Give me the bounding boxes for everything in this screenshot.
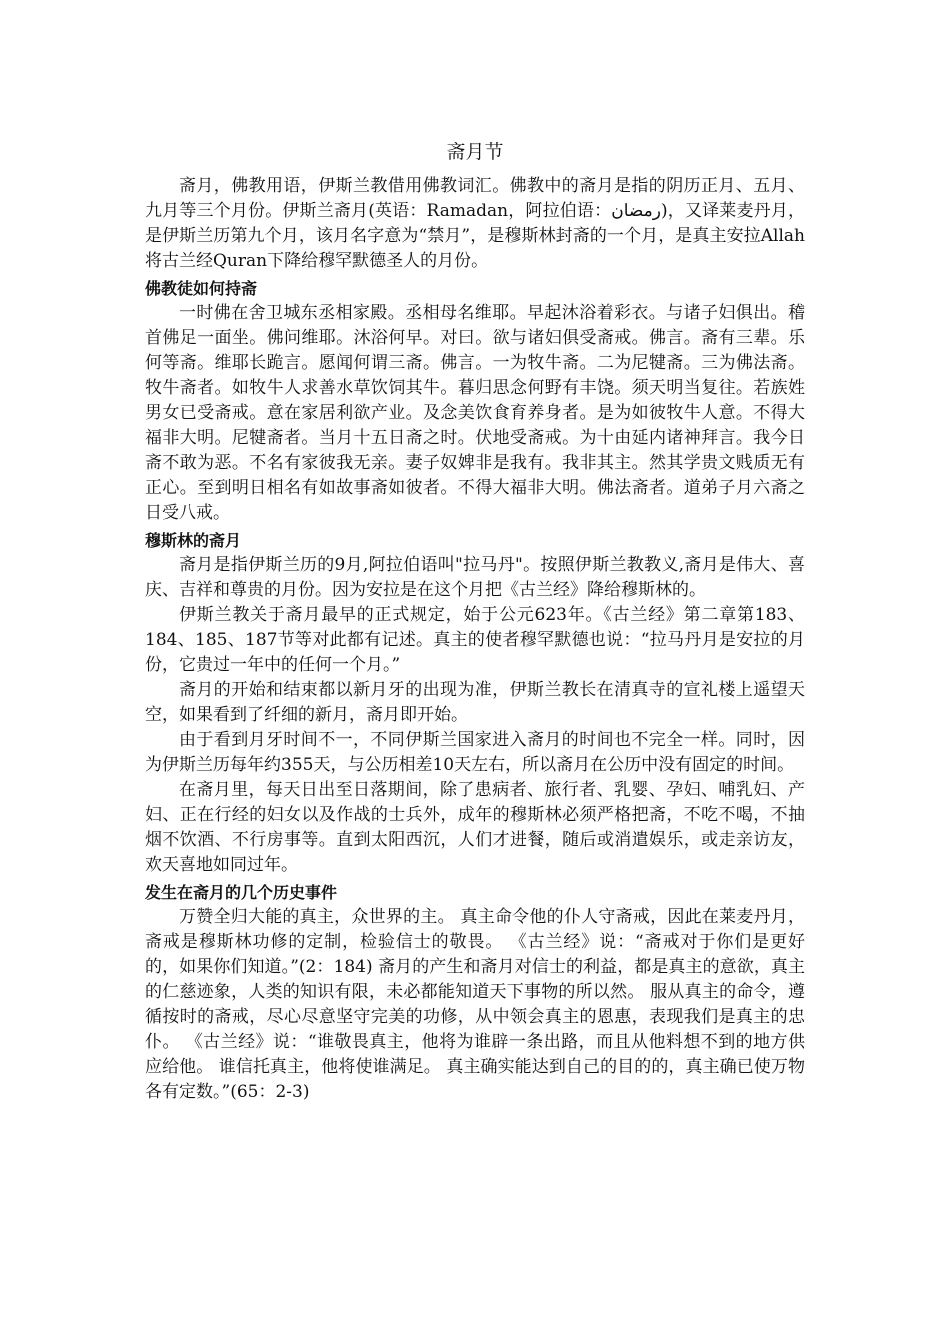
- ramadan-paragraph-1: 斋月是指伊斯兰历的9月,阿拉伯语叫"拉马丹"。按照伊斯兰教教义,斋月是伟大、喜庆、吉祥和尊贵的月份。因为安拉是在这个月把《古兰经》降给穆斯林的。: [145, 555, 805, 600]
- section-heading-muslim-ramadan: 穆斯林的斋月: [145, 531, 242, 550]
- document-body: [145, 138, 805, 1105]
- section-heading-buddhist-fasting: 佛教徒如何持斋: [145, 279, 258, 298]
- ramadan-paragraph-5: 在斋月里，每天日出至日落期间，除了患病者、旅行者、乳婴、孕妇、哺乳妇、产妇、正在行经的妇女以及作战的士兵外，成年的穆斯林必须严格把斋，不吃不喝，不抽烟不饮酒、不行房事等。直到太阳西沉，人们才进餐，随后或消遣娱乐，或走亲访友，欢天喜地如同过年。: [145, 780, 805, 875]
- ramadan-paragraph-2: 伊斯兰教关于斋月最早的正式规定，始于公元623年。《古兰经》第二章第183、184、185、187节等对此都有记述。真主的使者穆罕默德也说：“拉马丹月是安拉的月份，它贵过一年中的任何一个月。”: [145, 605, 805, 675]
- document-title: 斋月节: [446, 141, 504, 163]
- intro-paragraph: 斋月，佛教用语，伊斯兰教借用佛教词汇。佛教中的斋月是指的阴历正月、五月、九月等三个月份。伊斯兰斋月(英语：Ramadan，阿拉伯语：رمضان)，又译莱麦丹月，是伊斯兰历第九个月，该月名字意为“禁月”，是穆斯林封斋的一个月，是真主安拉Allah将古兰经Quran下降给穆罕默德圣人的月份。: [145, 176, 805, 271]
- historical-events-paragraph: 万赞全归大能的真主，众世界的主。 真主命令他的仆人守斋戒，因此在莱麦丹月，斋戒是穆斯林功修的定制，检验信士的敬畏。 《古兰经》说：“斋戒对于你们是更好的，如果你们知道。”(2：184) 斋月的产生和斋月对信士的利益，都是真主的意欲，真主的仁慈迹象，人类的知识有限，未必都能知道天下事物的所以然。 服从真主的命令，遵循按时的斋戒，尽心尽意坚守完美的功修，从中领会真主的恩惠，表现我们是真主的忠仆。 《古兰经》说：“谁敬畏真主，他将为谁辟一条出路，而且从他料想不到的地方供应给他。 谁信托真主，他将使谁满足。 真主确实能达到自己的目的的，真主确已使万物各有定数。”(65：2-3): [145, 907, 805, 1102]
- buddhist-fasting-paragraph: 一时佛在舍卫城东丞相家殿。丞相母名维耶。早起沐浴着彩衣。与诸子妇俱出。稽首佛足一面坐。佛问维耶。沐浴何早。对曰。欲与诸妇俱受斋戒。佛言。斋有三辈。乐何等斋。维耶长跪言。愿闻何谓三斋。佛言。一为牧牛斋。二为尼犍斋。三为佛法斋。牧牛斋者。如牧牛人求善水草饮饲其牛。暮归思念何野有丰饶。须天明当复往。若族姓男女已受斋戒。意在家居利欲产业。及念美饮食育养身者。是为如彼牧牛人意。不得大福非大明。尼犍斋者。当月十五日斋之时。伏地受斋戒。为十由延内诸神拜言。我今日斋不敢为恶。不名有家彼我无亲。妻子奴婢非是我有。我非其主。然其学贵文贱质无有正心。至到明日相名有如故事斋如彼者。不得大福非大明。佛法斋者。道弟子月六斋之日受八戒。: [145, 303, 805, 523]
- section-heading-historical-events: 发生在斋月的几个历史事件: [145, 883, 338, 902]
- ramadan-paragraph-4: 由于看到月牙时间不一，不同伊斯兰国家进入斋月的时间也不完全一样。同时，因为伊斯兰历每年约355天，与公历相差10天左右，所以斋月在公历中没有固定的时间。: [145, 730, 805, 775]
- ramadan-paragraph-3: 斋月的开始和结束都以新月牙的出现为准，伊斯兰教长在清真寺的宣礼楼上遥望天空，如果看到了纤细的新月，斋月即开始。: [145, 680, 805, 725]
